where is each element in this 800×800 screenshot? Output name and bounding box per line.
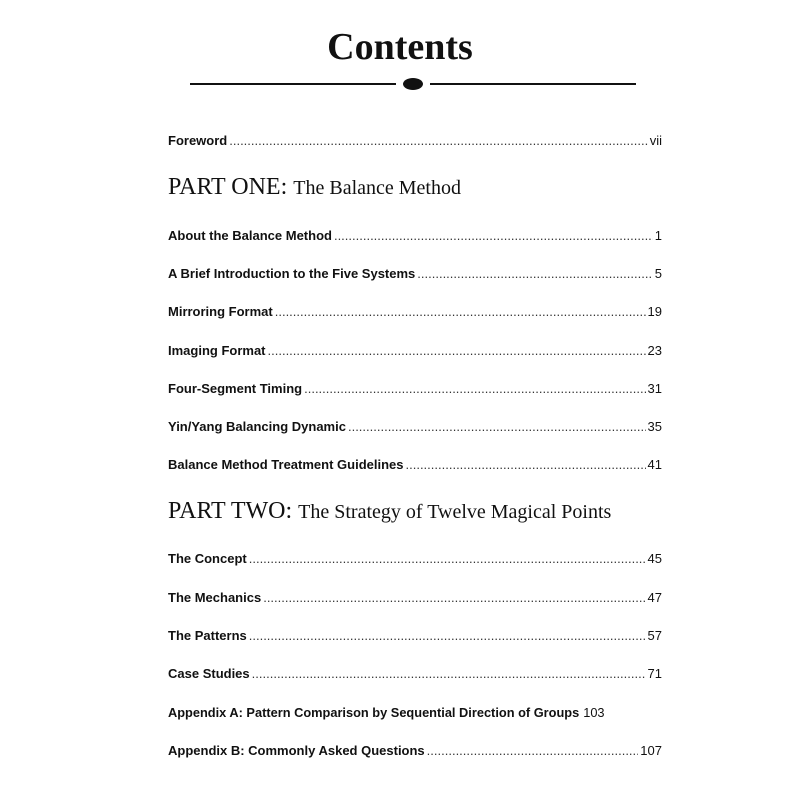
toc-entry[interactable] — [168, 380, 662, 398]
dot-leader — [304, 380, 645, 398]
part-label: PART ONE: — [168, 174, 288, 200]
toc-page-number: 45 — [647, 551, 662, 566]
toc-entry[interactable] — [168, 589, 662, 607]
toc-page-number: 19 — [647, 304, 662, 319]
toc-page-number: 31 — [647, 381, 662, 396]
part-one-heading — [168, 174, 461, 201]
toc-entry-label: The Concept — [168, 551, 247, 566]
toc-entry-label: Four-Segment Timing — [168, 381, 303, 396]
toc-entry-label: About the Balance Method — [168, 228, 332, 243]
toc-entry-label: The Patterns — [168, 628, 247, 643]
dot-leader — [249, 627, 646, 645]
toc-entry[interactable] — [168, 342, 662, 360]
part-title: The Balance Method — [293, 177, 461, 199]
toc-page-number: 35 — [647, 419, 662, 434]
dot-leader — [334, 227, 653, 245]
toc-entry[interactable] — [168, 303, 662, 321]
dot-leader — [229, 132, 647, 150]
toc-entry-label: Imaging Format — [168, 343, 266, 358]
title-ornament — [190, 78, 636, 92]
toc-entry-label: Appendix A: Pattern Comparison by Sequential Direction of Groups — [168, 705, 580, 720]
toc-entry[interactable] — [168, 550, 662, 568]
toc-page-number: vii — [649, 133, 662, 148]
toc-page-number: 23 — [647, 343, 662, 358]
toc-page-number: 41 — [647, 457, 662, 472]
toc-entry-label: A Brief Introduction to the Five Systems — [168, 266, 416, 281]
dot-leader — [406, 456, 646, 474]
dot-leader — [275, 303, 646, 321]
toc-page-number: 5 — [654, 266, 662, 281]
toc-entry[interactable] — [168, 704, 662, 722]
toc-entry[interactable] — [168, 456, 662, 474]
toc-entry-label: Mirroring Format — [168, 304, 273, 319]
ornament-line-left — [190, 83, 396, 85]
toc-page-number: 47 — [647, 590, 662, 605]
toc-entry[interactable] — [168, 265, 662, 283]
dot-leader — [263, 589, 645, 607]
toc-entry-label: Yin/Yang Balancing Dynamic — [168, 419, 346, 434]
toc-entry-foreword[interactable] — [168, 132, 662, 150]
toc-entry[interactable] — [168, 418, 662, 436]
dot-leader — [417, 265, 652, 283]
part-two-heading — [168, 498, 611, 525]
dot-leader — [348, 418, 646, 436]
toc-entry-label: Balance Method Treatment Guidelines — [168, 457, 404, 472]
toc-entry-label: Case Studies — [168, 666, 250, 681]
toc-entry[interactable] — [168, 227, 662, 245]
ornament-line-right — [430, 83, 636, 85]
toc-entry-label: The Mechanics — [168, 590, 262, 605]
part-title: The Strategy of Twelve Magical Points — [298, 501, 612, 523]
toc-page-number: 57 — [647, 628, 662, 643]
toc-entry[interactable] — [168, 627, 662, 645]
toc-page-number: 71 — [647, 666, 662, 681]
page-title: Contents — [327, 26, 473, 68]
dot-leader — [249, 550, 646, 568]
part-label: PART TWO: — [168, 498, 293, 524]
toc-page-number: 1 — [654, 228, 662, 243]
toc-entry-label: Foreword — [168, 133, 228, 148]
toc-entry[interactable] — [168, 742, 662, 760]
toc-page-number: 103 — [583, 705, 605, 720]
toc-entry[interactable] — [168, 665, 662, 683]
dot-leader — [252, 665, 646, 683]
dot-leader — [268, 342, 646, 360]
ornament-dot-icon — [403, 78, 423, 90]
dot-leader — [427, 742, 639, 760]
toc-entry-label: Appendix B: Commonly Asked Questions — [168, 743, 425, 758]
toc-page-number: 107 — [640, 743, 662, 758]
